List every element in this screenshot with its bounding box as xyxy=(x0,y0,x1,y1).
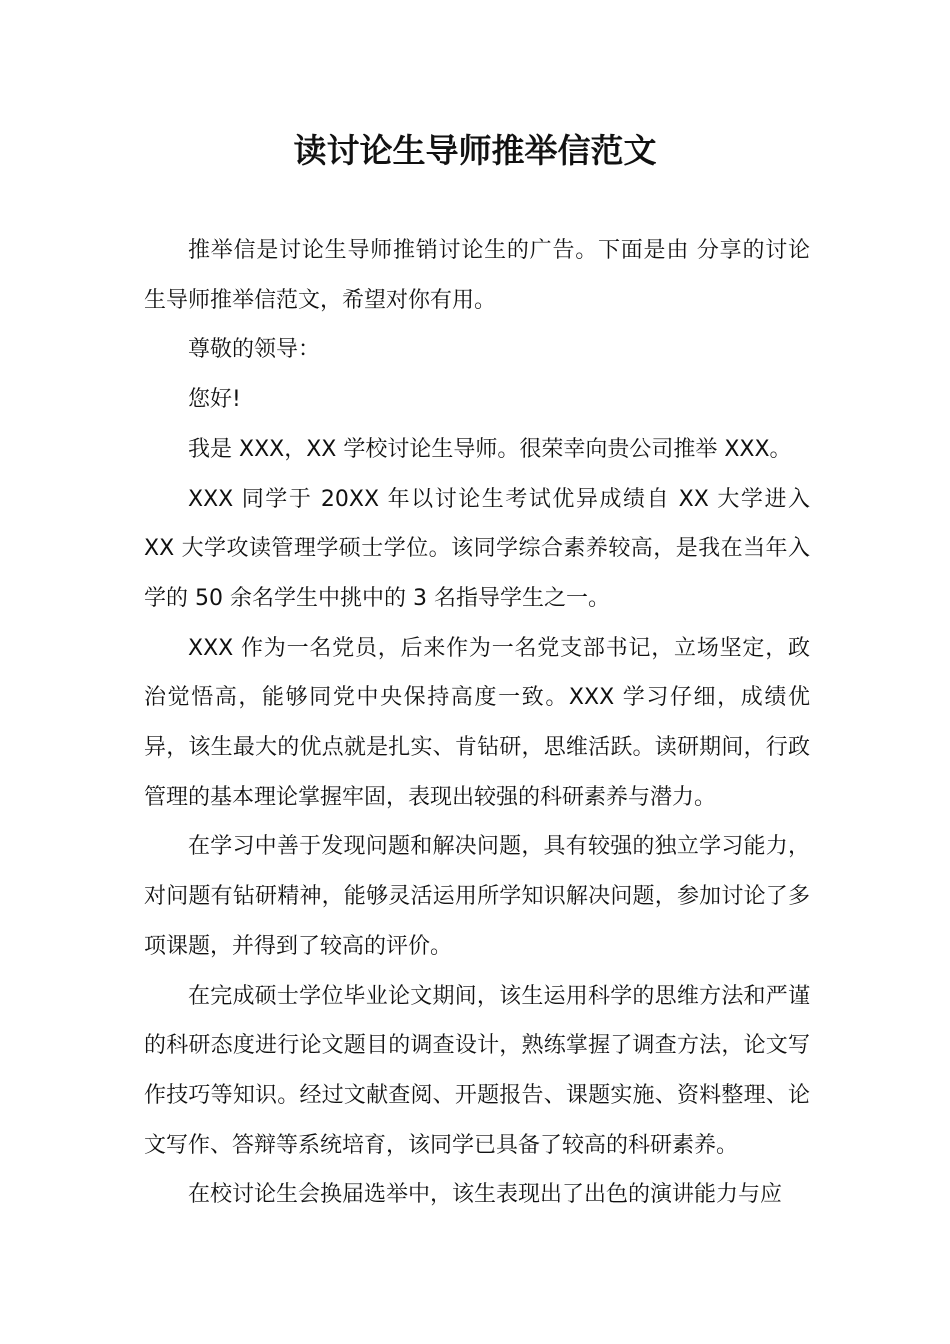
paragraph-learning-ability: 在学习中善于发现问题和解决问题，具有较强的独立学习能力，对问题有钻研精神，能够灵活运用所学知识解决问题，参加讨论了多项课题，并得到了较高的评价。 xyxy=(144,834,810,959)
paragraph-greeting: 您好! xyxy=(188,387,241,413)
paragraph-student-union: 在校讨论生会换届选举中，该生表现出了出色的演讲能力与应 xyxy=(188,1182,783,1208)
paragraph-intro: 推举信是讨论生导师推销讨论生的广告。下面是由 分享的讨论生导师推举信范文，希望对你有用。 xyxy=(144,238,810,313)
document-body xyxy=(144,226,810,1220)
paragraph-salutation: 尊敬的领导： xyxy=(188,337,321,363)
paragraph-thesis: 在完成硕士学位毕业论文期间，该生运用科学的思维方法和严谨的科研态度进行论文题目的调查设计，熟练掌握了调查方法，论文写作技巧等知识。经过文献查阅、开题报告、课题实施、资料整理、论文写作、答辩等系统培育，该同学已具备了较高的科研素养。 xyxy=(144,983,810,1158)
paragraph-student-background: XXX 同学于 20XX 年以讨论生考试优异成绩自 XX 大学进入 XX 大学攻读管理学硕士学位。该同学综合素养较高，是我在当年入学的 50 余名学生中挑中的 3 名指导学生之一。 xyxy=(144,486,810,611)
paragraph-political-quality: XXX 作为一名党员，后来作为一名党支部书记，立场坚定，政治觉悟高，能够同党中央保持高度一致。XXX 学习仔细，成绩优异，该生最大的优点就是扎实、肯钻研，思维活跃。读研期间，行政管理的基本理论掌握牢固，表现出较强的科研素养与潜力。 xyxy=(144,635,810,810)
document-title: 读讨论生导师推举信范文 xyxy=(293,131,657,170)
paragraph-self-introduction: 我是 XXX，XX 学校讨论生导师。很荣幸向贵公司推举 XXX。 xyxy=(188,436,792,462)
